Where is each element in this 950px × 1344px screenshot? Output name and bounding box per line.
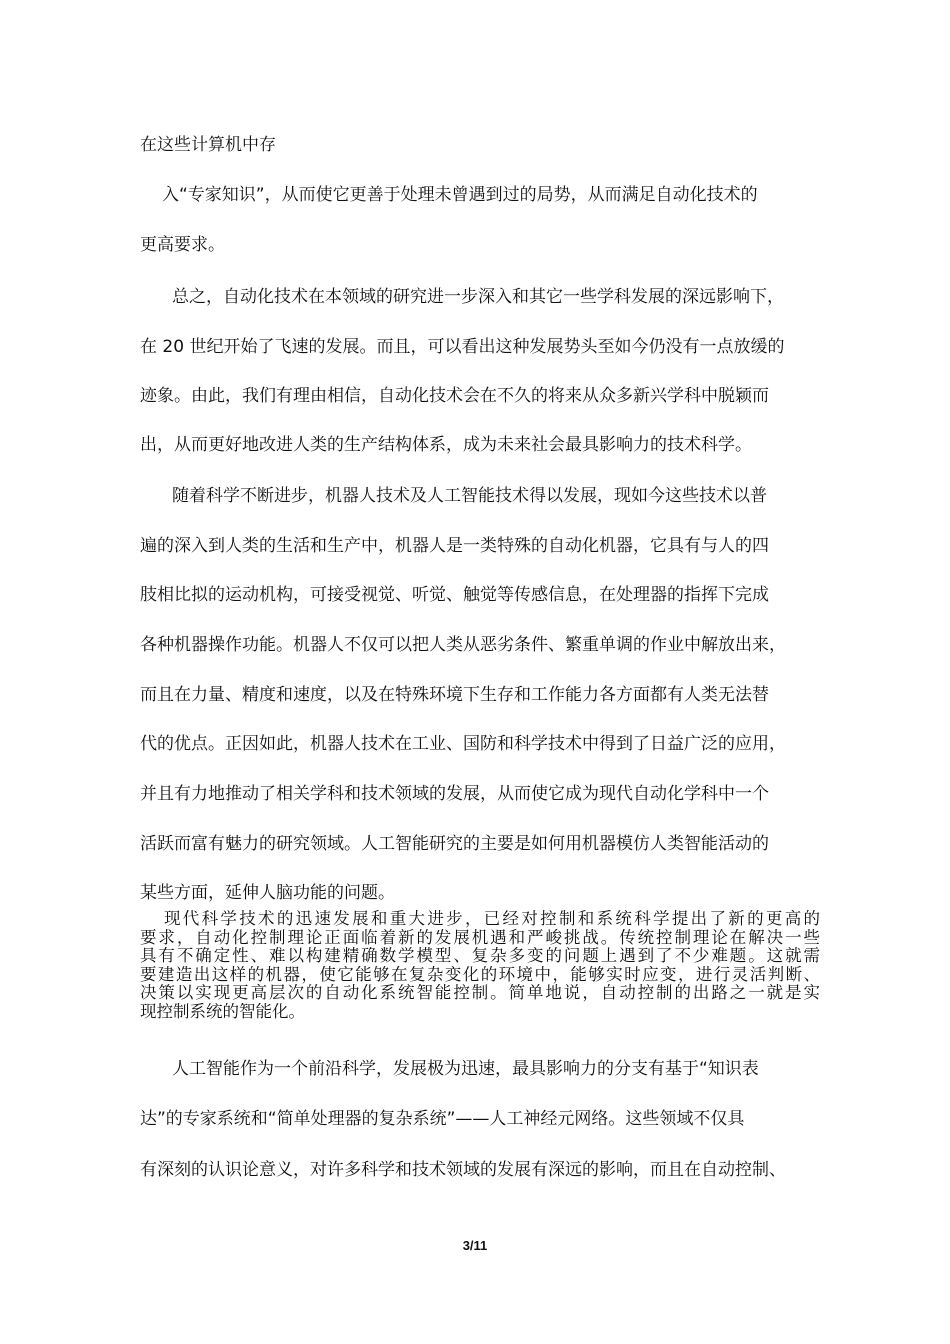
text-line: 入“专家知识”，从而使它更善于处理未曾遇到过的局势，从而满足自动化技术的 [162,185,758,205]
text-line: 代的优点。正因如此，机器人技术在工业、国防和科学技术中得到了日益广泛的应用， [140,734,786,754]
text-line: 达”的专家系统和“简单处理器的复杂系统”——人工神经元网络。这些领域不仅具 [140,1109,745,1129]
text-line: 有深刻的认识论意义，对许多科学和技术领域的发展有深远的影响，而且在自动控制、 [140,1160,786,1180]
text-line: 遍的深入到人类的生活和生产中，机器人是一类特殊的自动化机器，它具有与人的四 [140,536,769,556]
text-line: 具有不确定性、难以构建精确数学模型、复杂多变的问题上遇到了不少难题。这就需 [140,947,820,965]
text-line: 肢相比拟的运动机构，可接受视觉、听觉、触觉等传感信息，在处理器的指挥下完成 [140,585,769,605]
text-line: 并且有力地推动了相关学科和技术领域的发展，从而使它成为现代自动化学科中一个 [140,784,769,804]
text-line: 总之，自动化技术在本领域的研究进一步深入和其它一些学科发展的深远影响下， [172,287,784,307]
text-line: 活跃而富有魅力的研究领域。人工智能研究的主要是如何用机器模仿人类智能活动的 [140,834,769,854]
text-line: 要求，自动化控制理论正面临着新的发展机遇和严峻挑战。传统控制理论在解决一些 [140,928,820,947]
text-line: 在这些计算机中存 [140,135,276,155]
text-line: 各种机器操作功能。机器人不仅可以把人类从恶劣条件、繁重单调的作业中解放出来， [140,635,786,655]
text-line: 在 20 世纪开始了飞速的发展。而且，可以看出这种发展势头至如今仍没有一点放缓的 [140,337,785,357]
text-line: 现控制系统的智能化。 [140,1002,305,1021]
dense-paragraph [140,910,820,1021]
text-line: 出，从而更好地改进人类的生产结构体系，成为未来社会最具影响力的技术科学。 [140,435,752,455]
page-indicator: 3/11 [462,1238,488,1253]
text-line: 更高要求。 [140,235,225,255]
text-line: 某些方面，延伸人脑功能的问题。 [140,883,395,903]
text-line: 要建造出这样的机器，使它能够在复杂变化的环境中，能够实时应变，进行灵活判断、 [140,965,820,984]
text-line: 而且在力量、精度和速度，以及在特殊环境下生存和工作能力各方面都有人类无法替 [140,685,769,705]
text-line: 随着科学不断进步，机器人技术及人工智能技术得以发展，现如今这些技术以普 [172,486,767,506]
text-line: 现代科学技术的迅速发展和重大进步，已经对控制和系统科学提出了新的更高的 [164,910,820,928]
text-line: 迹象。由此，我们有理由相信，自动化技术会在不久的将来从众多新兴学科中脱颖而 [140,386,769,406]
text-line: 决策以实现更高层次的自动化系统智能控制。简单地说，自动控制的出路之一就是实 [140,984,820,1002]
text-line: 人工智能作为一个前沿科学，发展极为迅速，最具影响力的分支有基于“知识表 [172,1059,759,1079]
